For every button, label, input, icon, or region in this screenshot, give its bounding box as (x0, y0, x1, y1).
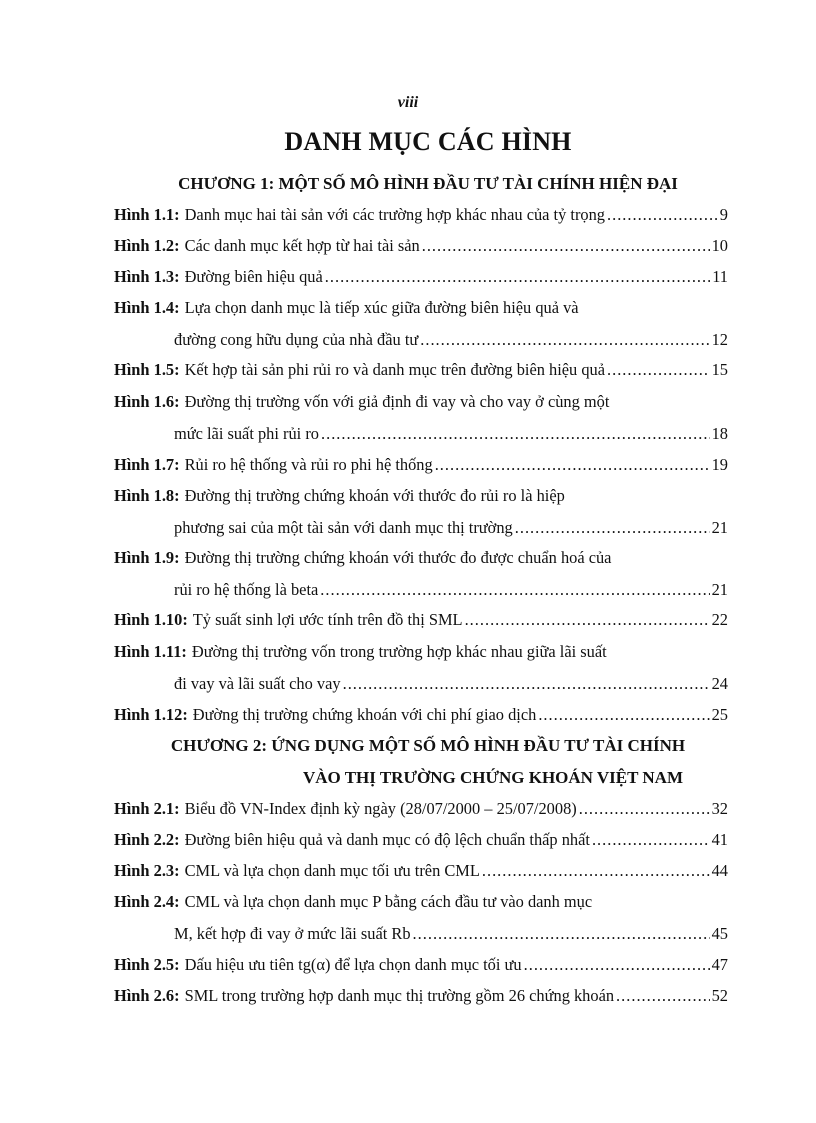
figure-caption: Lựa chọn danh mục là tiếp xúc giữa đường biên hiệu quả và (184, 298, 579, 317)
figure-caption-continued: mức lãi suất phi rủi ro (174, 424, 319, 443)
leader-dots (320, 574, 709, 606)
chapter-1-heading (0, 168, 816, 200)
leader-dots (607, 199, 718, 231)
figure-caption: Đường thị trường chứng khoán với thước đo rủi ro là hiệp (184, 486, 565, 505)
figure-caption: Đường thị trường vốn trong trường hợp khác nhau giữa lãi suất (191, 642, 607, 661)
figure-caption-continued: rủi ro hệ thống là beta (174, 580, 319, 599)
figure-caption: SML trong trường hợp danh mục thị trường gồm 26 chứng khoán (184, 986, 615, 1005)
leader-dots (515, 512, 710, 544)
figure-entry-2-1 (114, 793, 728, 825)
figure-label: Hình 1.10: (114, 610, 188, 629)
leader-dots (538, 699, 709, 731)
figure-label: Hình 2.4: (114, 892, 180, 911)
leader-dots (420, 324, 709, 356)
leader-dots (413, 918, 710, 950)
leader-dots (579, 793, 710, 825)
figure-entry-1-8 (114, 480, 728, 544)
figure-page-number: 25 (711, 705, 728, 724)
figure-entry-2-5 (114, 949, 728, 981)
figure-caption: Dấu hiệu ưu tiên tg(α) để lựa chọn danh mục tối ưu (184, 955, 522, 974)
figure-page-number: 11 (712, 267, 728, 286)
leader-dots (435, 449, 710, 481)
figure-page-number: 52 (711, 986, 728, 1005)
figure-caption: Kết hợp tài sản phi rủi ro và danh mục trên đường biên hiệu quả (184, 360, 605, 379)
figure-caption: Biểu đồ VN-Index định kỳ ngày (28/07/2000 – 25/07/2008) (184, 799, 577, 818)
leader-dots (592, 824, 710, 856)
leader-dots (343, 668, 710, 700)
figure-label: Hình 1.11: (114, 642, 187, 661)
figure-caption-continued: đường cong hữu dụng của nhà đầu tư (174, 330, 419, 349)
figure-label: Hình 1.5: (114, 360, 180, 379)
figure-label: Hình 1.2: (114, 236, 180, 255)
figure-page-number: 10 (711, 236, 728, 255)
figure-page-number: 21 (711, 580, 728, 599)
leader-dots (524, 949, 710, 981)
figure-caption: Danh mục hai tài sản với các trường hợp khác nhau của tỷ trọng (184, 205, 605, 224)
figure-entry-1-7 (114, 449, 728, 481)
figure-caption-continued: phương sai của một tài sản với danh mục thị trường (174, 518, 513, 537)
figure-entry-1-4 (114, 292, 728, 356)
page-number: viii (397, 94, 419, 111)
figure-caption: Đường biên hiệu quả và danh mục có độ lệch chuẩn thấp nhất (184, 830, 590, 849)
figure-label: Hình 2.1: (114, 799, 180, 818)
figure-caption: Rủi ro hệ thống và rủi ro phi hệ thống (184, 455, 433, 474)
figure-page-number: 44 (711, 861, 728, 880)
figure-entry-2-3 (114, 855, 728, 887)
figure-entry-1-10 (114, 604, 728, 636)
figure-page-number: 22 (711, 610, 728, 629)
chapter-2-heading-line-2: VÀO THỊ TRƯỜNG CHỨNG KHOÁN VIỆT NAM (302, 768, 684, 787)
leader-dots (465, 604, 710, 636)
figure-page-number: 18 (711, 424, 728, 443)
figure-entry-1-9 (114, 542, 728, 606)
leader-dots (616, 980, 710, 1012)
figure-entry-1-6 (114, 386, 728, 450)
figure-caption: CML và lựa chọn danh mục P bằng cách đầu tư vào danh mục (184, 892, 593, 911)
leader-dots (325, 261, 710, 293)
figure-caption: Đường biên hiệu quả (184, 267, 323, 286)
figure-entry-2-4 (114, 886, 728, 950)
figure-label: Hình 1.7: (114, 455, 180, 474)
figure-page-number: 41 (711, 830, 728, 849)
page-title: DANH MỤC CÁC HÌNH (284, 127, 572, 156)
figure-page-number: 24 (711, 674, 728, 693)
chapter-2-heading-line-1: CHƯƠNG 2: ỨNG DỤNG MỘT SỐ MÔ HÌNH ĐẦU TƯ TÀI CHÍNH (170, 736, 686, 755)
figure-caption-continued: đi vay và lãi suất cho vay (174, 674, 341, 693)
figure-caption: Đường thị trường vốn với giả định đi vay và cho vay ở cùng một (184, 392, 610, 411)
figure-label: Hình 1.12: (114, 705, 188, 724)
chapter-2-heading (0, 730, 816, 794)
figure-page-number: 15 (711, 360, 728, 379)
leader-dots (321, 418, 710, 450)
figure-entry-2-6 (114, 980, 728, 1012)
figure-entry-1-12 (114, 699, 728, 731)
figure-caption: Đường thị trường chứng khoán với chi phí giao dịch (192, 705, 537, 724)
figure-entry-1-2 (114, 230, 728, 262)
leader-dots (482, 855, 710, 887)
figure-label: Hình 2.5: (114, 955, 180, 974)
figure-label: Hình 2.2: (114, 830, 180, 849)
figure-entry-1-3 (114, 261, 728, 293)
figure-entry-2-2 (114, 824, 728, 856)
leader-dots (607, 354, 710, 386)
figure-caption: Các danh mục kết hợp từ hai tài sản (184, 236, 420, 255)
figure-label: Hình 1.4: (114, 298, 180, 317)
figure-page-number: 12 (711, 330, 728, 349)
figure-caption: Đường thị trường chứng khoán với thước đo được chuẩn hoá của (184, 548, 612, 567)
figure-label: Hình 1.6: (114, 392, 180, 411)
figure-page-number: 32 (711, 799, 728, 818)
figure-caption: Tỷ suất sinh lợi ước tính trên đồ thị SML (192, 610, 463, 629)
leader-dots (422, 230, 710, 262)
figure-entry-1-11 (114, 636, 728, 700)
figure-page-number: 21 (711, 518, 728, 537)
figure-page-number: 45 (711, 924, 728, 943)
figure-label: Hình 1.8: (114, 486, 180, 505)
figure-label: Hình 1.1: (114, 205, 180, 224)
chapter-1-heading-text: CHƯƠNG 1: MỘT SỐ MÔ HÌNH ĐẦU TƯ TÀI CHÍNH HIỆN ĐẠI (178, 174, 678, 193)
figure-entry-1-5 (114, 354, 728, 386)
figure-caption: CML và lựa chọn danh mục tối ưu trên CML (184, 861, 480, 880)
figure-caption-continued: M, kết hợp đi vay ở mức lãi suất Rb (174, 924, 411, 943)
figure-entry-1-1 (114, 199, 728, 231)
figure-page-number: 9 (719, 205, 728, 224)
figure-label: Hình 2.3: (114, 861, 180, 880)
figure-label: Hình 1.3: (114, 267, 180, 286)
figure-label: Hình 1.9: (114, 548, 180, 567)
figure-label: Hình 2.6: (114, 986, 180, 1005)
figure-page-number: 47 (711, 955, 728, 974)
figure-page-number: 19 (711, 455, 728, 474)
